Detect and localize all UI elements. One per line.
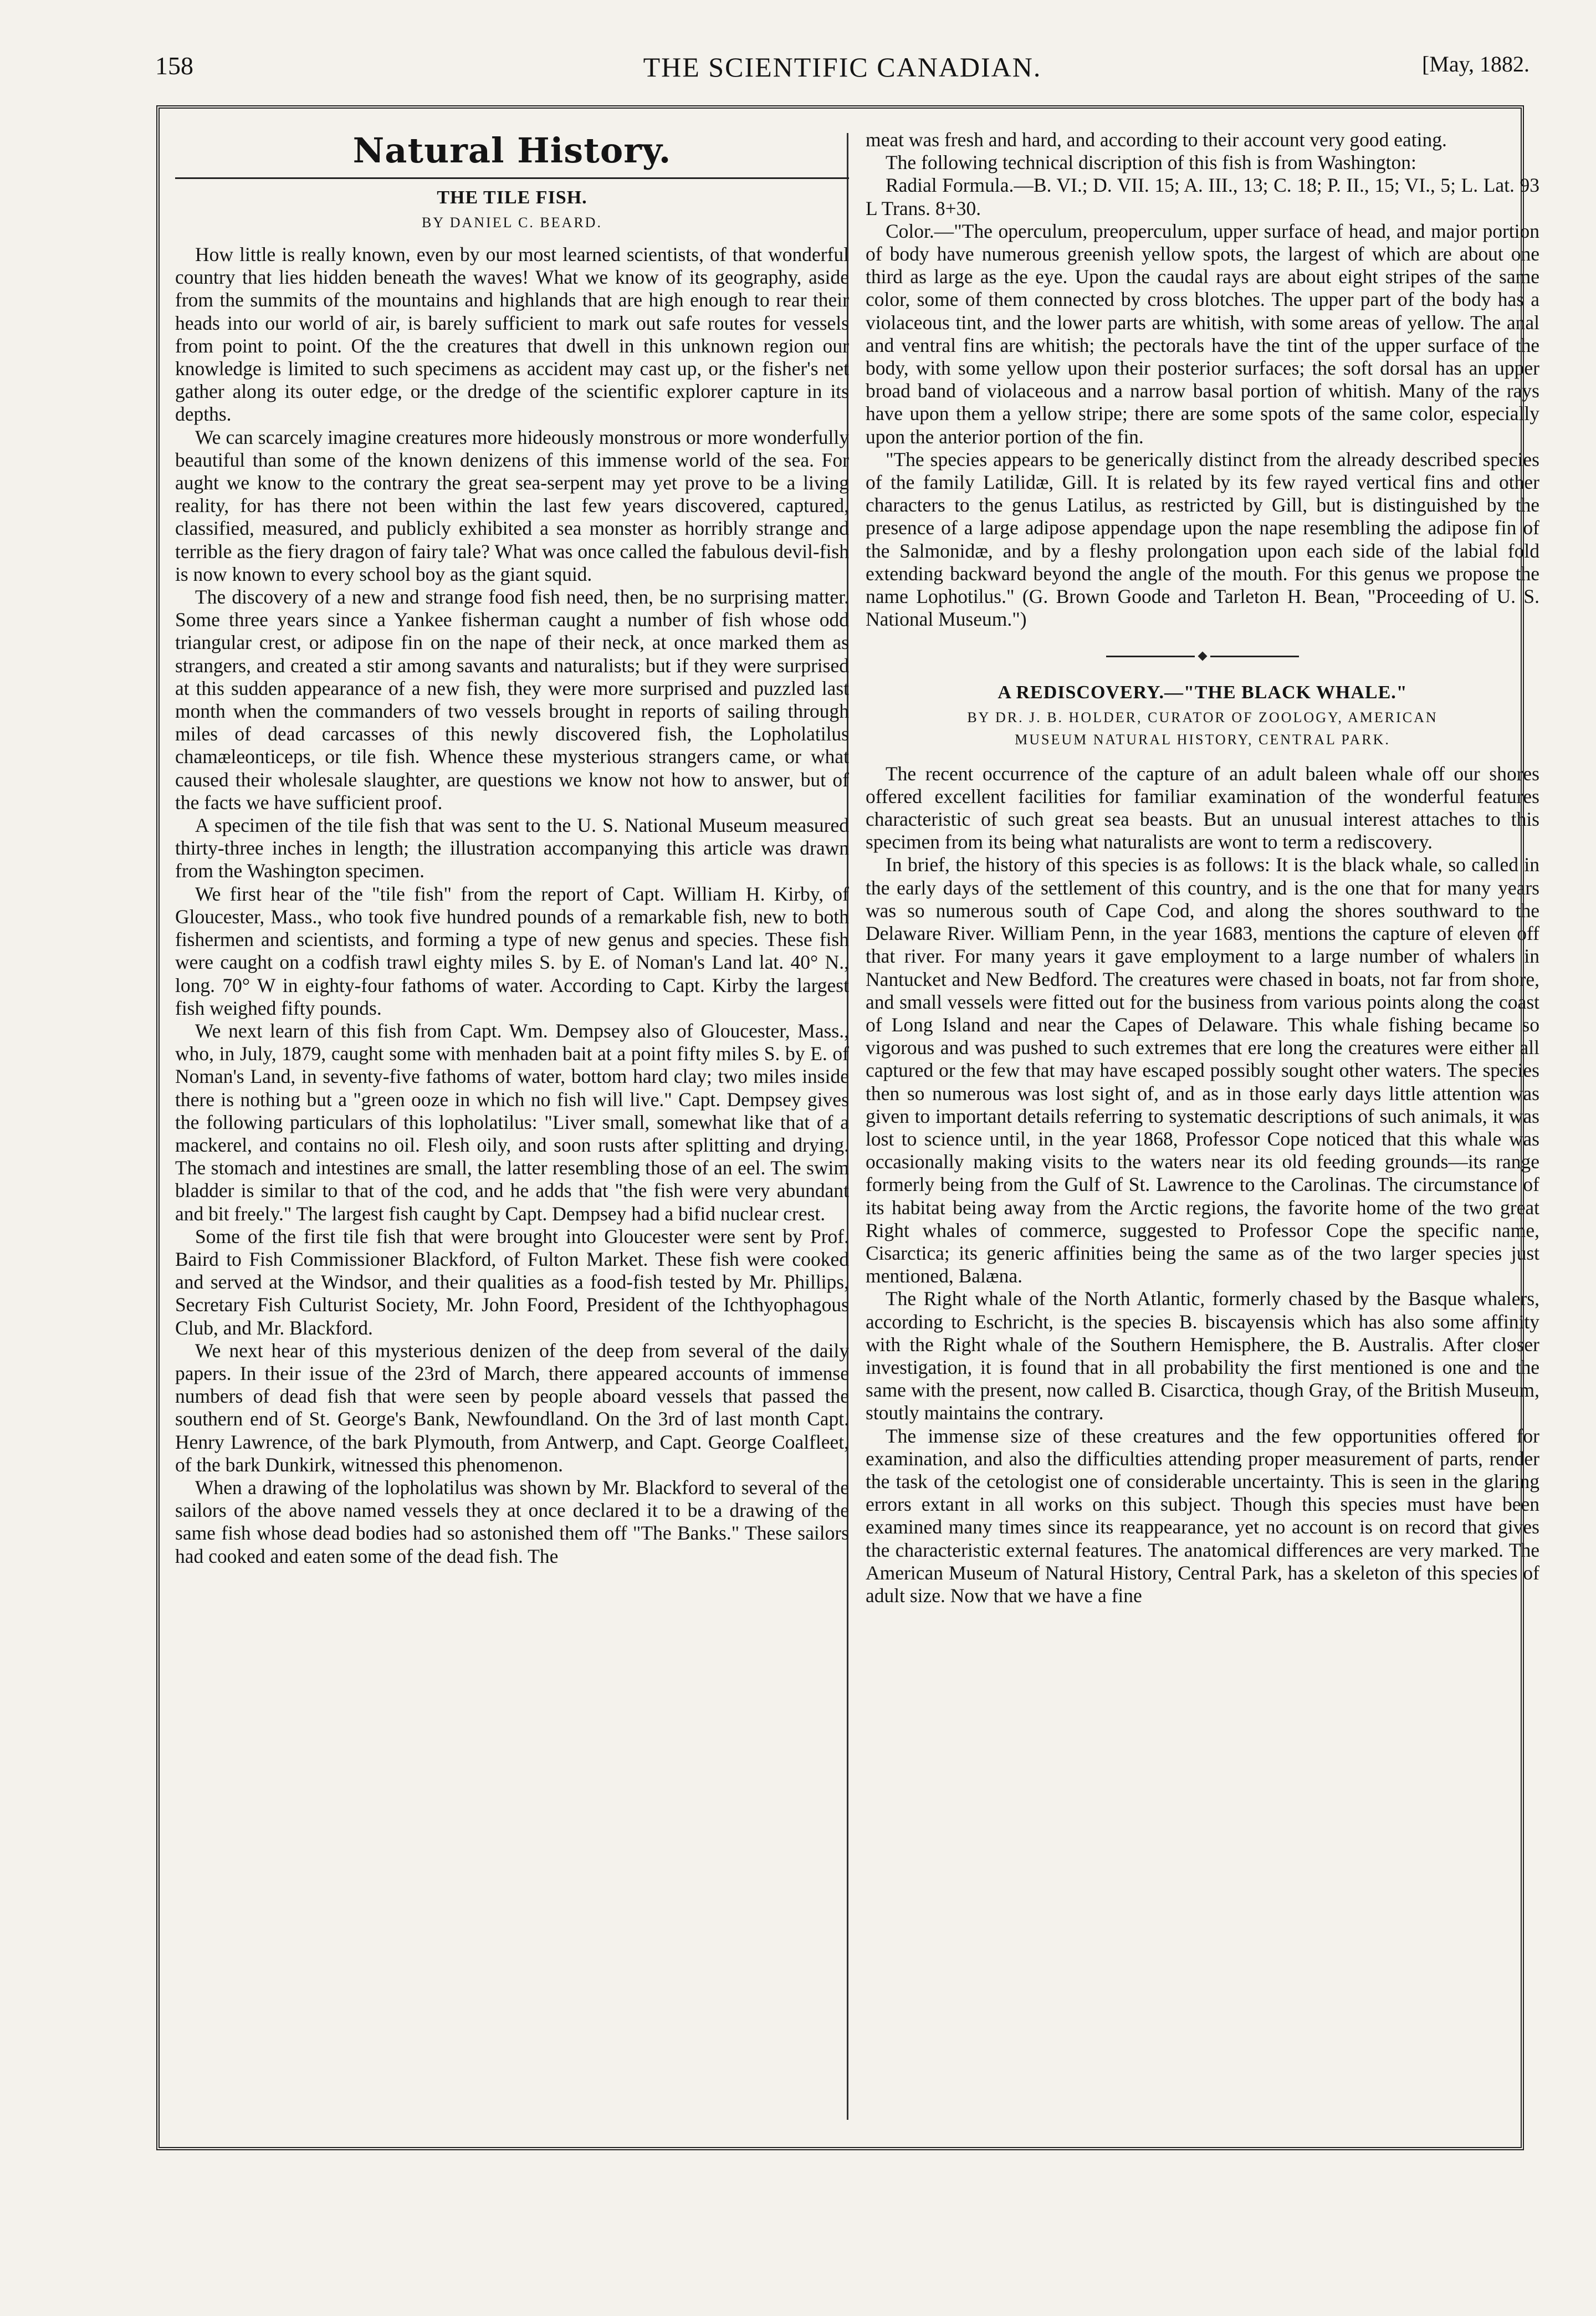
issue-date: [May, 1882.: [1421, 52, 1530, 76]
paragraph: The immense size of these creatures and the few opportunities offered for examination, and also the difficulties attending proper measurement of parts, render the task of the cetologist one of considerable uncertainty. This is seen in the glaring errors extant in all works on this subject. Though this species must have been examined many times since its reappearance, yet no account is on record that gives the characteristic external features. The anatomical differences are very marked. The American Museum of Natural History, Central Park, has a skeleton of this species of adult size. Now that we have a fine: [866, 1424, 1539, 1607]
paragraph: We next learn of this fish from Capt. Wm. Dempsey also of Gloucester, Mass., who, in July, 1879, caught some with menhaden bait at a point fifty miles S. by E. of Noman's Land, in seventy-five fathoms of water, bottom hard clay; two miles inside there is nothing but a "green ooze in which no fish will live." Capt. Dempsey gives the following particulars of this lopholatilus: "Liver small, somewhat like that of a mackerel, and contains no oil. Flesh oily, and soon rusts after splitting and drying. The stomach and intestines are small, the latter resembling those of an eel. The swim bladder is similar to that of the cod, and he adds that "the fish were very abundant and bit freely." The largest fish caught by Capt. Dempsey had a bifid nuclear crest.: [175, 1019, 849, 1225]
radial-formula: Radial Formula.—B. VI.; D. VII. 15; A. III., 13; C. 18; P. II., 15; VI., 5; L. Lat. 93 L Trans. 8+30.: [866, 174, 1539, 219]
byline-black-whale: BY DR. J. B. HOLDER, CURATOR OF ZOOLOGY, AMERICAN: [967, 709, 1438, 725]
paragraph: The recent occurrence of the capture of an adult baleen whale off our shores offered excellent facilities for familiar examination of the wonderful features characteristic of such great sea beasts. But an unusual interest attaches to this specimen from its being what naturalists are wont to term a rediscovery.: [866, 762, 1539, 853]
paragraph: How little is really known, even by our most learned scientists, of that wonderful country that lies hidden beneath the waves! What we know of its geography, aside from the summits of the mountains and highlands that are high enough to rear their heads into our world of air, is barely sufficient to mark out safe routes for vessels from point to point. Of the the creatures that dwell in this unknown region our knowledge is limited to such specimens as accident may cast up, or the fisher's net gather along its outer edge, or the dredge of the scientific explorer capture in its depths.: [175, 243, 849, 426]
paragraph: When a drawing of the lopholatilus was shown by Mr. Blackford to several of the sailors of the above named vessels they at once declared it to be a drawing of the same fish whose dead bodies had so astonished them off "The Banks." These sailors had cooked and eaten some of the dead fish. The: [175, 1476, 849, 1567]
paragraph: The Right whale of the North Atlantic, formerly chased by the Basque whalers, according to Eschricht, is the species B. biscayensis which has also some affinity with the Right whale of the Southern Hemisphere, the B. Australis. After closer investigation, it is found that in all probability the first mentioned is one and the same with the present, now called B. Cisarctica, though Gray, of the British Museum, stoutly maintains the contrary.: [866, 1287, 1539, 1424]
paragraph: We can scarcely imagine creatures more hideously monstrous or more wonderfully beautiful than some of the known denizens of this immense world of the sea. For aught we know to the contrary the great sea-serpent may yet prove to be a living reality, for has there not been within the last few years discovered, captured, classified, measured, and publicly exhibited a sea monster as horribly strange and terrible as the fiery dragon of fairy tale? What was once called the fabulous devil-fish is now known to every school boy as the giant squid.: [175, 426, 849, 585]
section-heading: Natural History.: [352, 130, 672, 171]
left-column: [175, 129, 849, 1568]
byline-tile-fish: BY DANIEL C. BEARD.: [422, 214, 602, 231]
paragraph: We next hear of this mysterious denizen of the deep from several of the daily papers. In their issue of the 23rd of March, there appeared accounts of immense numbers of dead fish that were seen by people aboard vessels that passed the southern end of St. George's Bank, Newfoundland. On the 3rd of last month Capt. Henry Lawrence, of the bark Plymouth, from Antwerp, and Capt. George Coalfleet, of the bark Dunkirk, witnessed this phenomenon.: [175, 1339, 849, 1476]
journal-title: THE SCIENTIFIC CANADIAN.: [643, 52, 1042, 83]
paragraph: The following technical discription of this fish is from Washington:: [886, 151, 1416, 174]
article-title-black-whale: A REDISCOVERY.—"THE BLACK WHALE.": [998, 682, 1408, 703]
paragraph: Some of the first tile fish that were brought into Gloucester were sent by Prof. Baird to Fish Commissioner Blackford, of Fulton Market. These fish were cooked and served at the Windsor, and their qualities as a food-fish tested by Mr. Phillips, Secretary Fish Culturist Society, Mr. John Foord, President of the Ichthyophagous Club, and Mr. Blackford.: [175, 1225, 849, 1339]
paragraph: In brief, the history of this species is as follows: It is the black whale, so called in the early days of the settlement of this country, and is the one that for many years was so numerous south of Cape Cod, and along the shores southward to the Delaware River. William Penn, in the year 1683, mentions the capture of eleven off that river. For many years it gave employment to a large number of whalers in Nantucket and New Bedford. The creatures were chased in boats, not far from shore, and small vessels were fitted out for the business from various points along the coast of Long Island and near the Capes of Delaware. This whale fishing became so vigorous and was pushed to such extremes that ere long the creatures were either all captured or the few that may have escaped possibly sought other waters. The species then so numerous was lost sight of, and as in those early days little attention was given to important details referring to systematic descriptions of such animals, it was lost to science until, in the year 1868, Professor Cope noticed that this whale was occasionally making visits to the waters near its old feeding grounds—its range formerly being from the Gulf of St. Lawrence to the Carolinas. The circumstance of its habitat being away from the Arctic regions, the favorite home of the two great Right whales of commerce, suggested to Professor Cope the specific name, Cisarctica; its generic affinities being the same as of the two larger species just mentioned, Balæna.: [866, 853, 1539, 1287]
article-divider: [866, 643, 1539, 666]
heading-rule: [175, 177, 849, 179]
paragraph: meat was fresh and hard, and according to their account very good eating.: [866, 129, 1447, 151]
running-head: [155, 51, 1530, 90]
article-title-tile-fish: THE TILE FISH.: [437, 187, 587, 208]
color-description: Color.—"The operculum, preoperculum, upper surface of head, and major portion of body have numerous greenish yellow spots, the largest of which are about one third as large as the eye. Upon the caudal rays are about eight stripes of the same color, some of them connected by cross blotches. The upper part of the body has a violaceous tint, and the lower parts are whitish, with some areas of yellow. The anal and ventral fins are whitish; the pectorals have the tint of the upper surface of the body, with some yellow upon their posterior surfaces; the soft dorsal has an upper broad band of violaceous and a narrow basal portion of whitish. Many of the rays have upon them a yellow stripe; there are some spots of the same color, especially upon the anterior portion of the fin.: [866, 219, 1539, 448]
paragraph: "The species appears to be generically distinct from the already described species of the family Latilidæ, Gill. It is related by its few rayed vertical fins and other characters to the genus Latilus, as restricted by Gill, but is distinguished by the presence of a large adipose appendage upon the nape resembling the adipose fin of the Salmonidæ, and by a fleshy prolongation upon each side of the labial fold extending backward beyond the angle of the mouth. For this genus we propose the name Lophotilus." (G. Brown Goode and Tarleton H. Bean, "Proceeding of U. S. National Museum."): [866, 448, 1539, 631]
right-column: [866, 129, 1539, 1607]
paragraph: The discovery of a new and strange food fish need, then, be no surprising matter. Some three years since a Yankee fisherman caught a number of fish whose odd triangular crest, or adipose fin on the nape of their neck, at once marked them as strangers, and created a stir among savants and naturalists; but if they were surprised at this sudden appearance of a new fish, they were more surprised and puzzled last month when the commanders of two vessels brought in reports of sailing through miles of dead carcasses of this newly discovered fish, the Lopholatilus chamæleonticeps, or tile fish. Whence these mysterious strangers came, or what caused their wholesale slaughter, are questions we know not how to answer, but of the facts we have sufficient proof.: [175, 586, 849, 814]
page-number: 158: [155, 52, 193, 80]
byline-black-whale-continued: MUSEUM NATURAL HISTORY, CENTRAL PARK.: [1015, 731, 1390, 748]
paragraph: We first hear of the "tile fish" from the report of Capt. William H. Kirby, of Gloucester, Mass., who took five hundred pounds of a remarkable fish, new to both fishermen and scientists, and forming a type of new genus and species. These fish were caught on a codfish trawl eighty miles S. by E. of Noman's Land lat. 40° N., long. 70° W in eighty-four fathoms of water. According to Capt. Kirby the largest fish weighed fifty pounds.: [175, 882, 849, 1019]
paragraph: A specimen of the tile fish that was sent to the U. S. National Museum measured thirty-three inches in length; the illustration accompanying this article was drawn from the Washington specimen.: [175, 814, 849, 882]
